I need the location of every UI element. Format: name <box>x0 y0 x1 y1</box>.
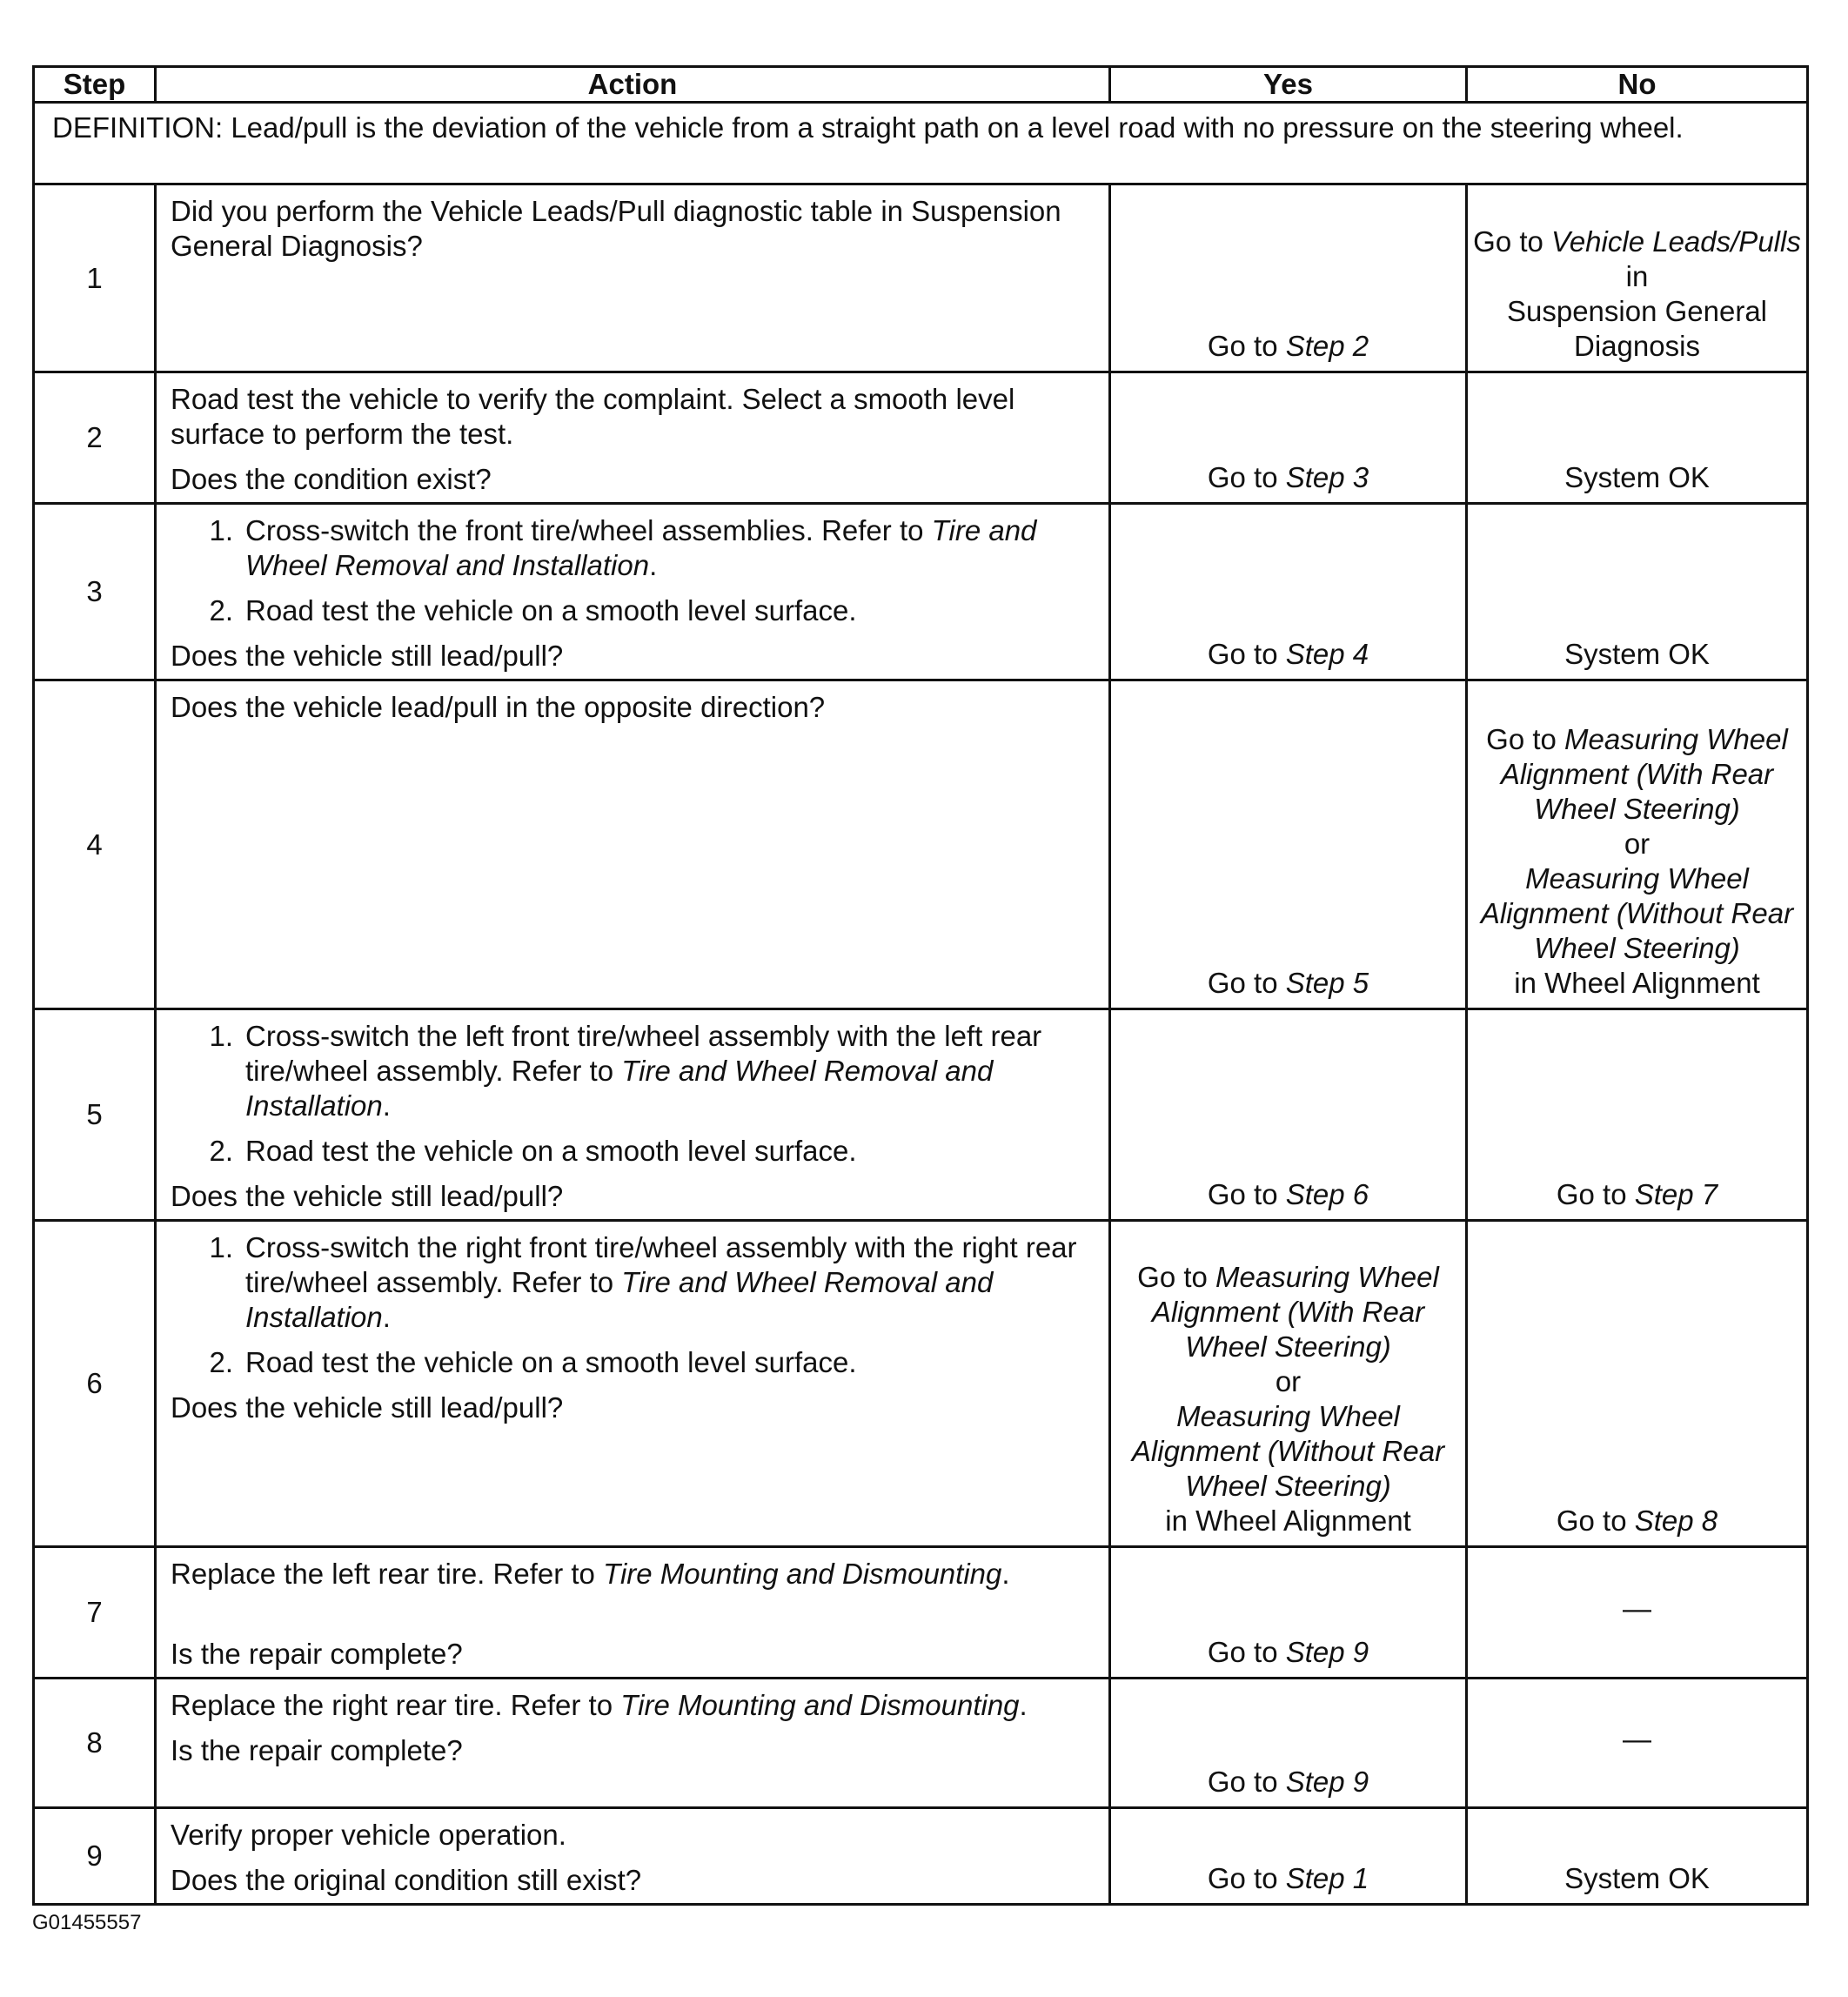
doc-section: in Wheel Alignment <box>1165 1504 1411 1537</box>
step-link[interactable]: Step 1 <box>1285 1862 1369 1894</box>
doc-link[interactable]: Measuring Wheel Alignment (With Rear Wheel Steering) <box>1500 723 1788 825</box>
yes-cell: Go to Measuring Wheel Alignment (With Rear Wheel Steering) or Measuring Wheel Alignment (Without Rear Wheel Steering) in Wheel Alignment <box>1110 1221 1467 1547</box>
step-number: 4 <box>34 680 156 1009</box>
doc-section: Suspension General Diagnosis <box>1506 295 1768 362</box>
step-link[interactable]: Step 8 <box>1634 1504 1718 1537</box>
step-number: 3 <box>34 504 156 680</box>
table-row <box>34 680 1808 1009</box>
action-cell <box>156 1009 1110 1221</box>
action-cell <box>156 1547 1110 1679</box>
action-question: Does the vehicle still lead/pull? <box>171 1180 564 1212</box>
header-step: Step <box>34 67 156 103</box>
doc-link[interactable]: Tire and Wheel Removal and Installation <box>245 1266 994 1333</box>
diagnostic-table <box>32 65 1809 1906</box>
doc-link[interactable]: Tire and Wheel Removal and Installation <box>245 1055 994 1122</box>
doc-link[interactable]: Tire Mounting and Dismounting <box>620 1689 1020 1721</box>
no-cell: System OK <box>1467 504 1808 680</box>
header-no: No <box>1467 67 1808 103</box>
list-item: 1. Cross-switch the left front tire/wheel assembly with the left rear tire/wheel assembly. Refer to Tire and Wheel Removal and Installation. <box>209 1020 1042 1122</box>
action-question: Does the vehicle still lead/pull? <box>171 640 564 672</box>
definition-text: DEFINITION: Lead/pull is the deviation of the vehicle from a straight path on a level road with no pressure on the steering wheel. <box>34 103 1808 184</box>
action-question: Did you perform the Vehicle Leads/Pull diagnostic table in Suspension General Diagnosis? <box>171 195 1061 262</box>
step-number: 5 <box>34 1009 156 1221</box>
action-cell <box>156 1221 1110 1547</box>
list-item: 1. Cross-switch the right front tire/wheel assembly with the right rear tire/wheel assembly. Refer to Tire and Wheel Removal and Installation. <box>209 1231 1077 1333</box>
action-text: Replace the right rear tire. Refer to Tire Mounting and Dismounting. <box>171 1689 1028 1721</box>
no-cell <box>1467 1547 1808 1679</box>
step-link[interactable]: Step 6 <box>1285 1178 1369 1210</box>
yes-cell: Go to Step 3 <box>1110 372 1467 504</box>
figure-id: G01455557 <box>32 1911 142 1934</box>
action-question: Does the vehicle lead/pull in the opposite direction? <box>171 691 826 723</box>
doc-link[interactable]: Measuring Wheel Alignment (Without Rear Wheel Steering) <box>1480 862 1794 964</box>
header-yes: Yes <box>1110 67 1467 103</box>
no-cell: System OK <box>1467 1808 1808 1905</box>
yes-cell: Go to Step 1 <box>1110 1808 1467 1905</box>
step-number: 6 <box>34 1221 156 1547</box>
action-question: Does the original condition still exist? <box>171 1864 642 1896</box>
doc-link[interactable]: Measuring Wheel Alignment (Without Rear Wheel Steering) <box>1131 1400 1445 1502</box>
doc-section: in Wheel Alignment <box>1514 967 1760 999</box>
step-link[interactable]: Step 7 <box>1634 1178 1718 1210</box>
step-number: 1 <box>34 184 156 372</box>
definition-row <box>34 103 1808 184</box>
table-row <box>34 1221 1808 1547</box>
yes-cell: Go to Step 9 <box>1110 1547 1467 1679</box>
doc-link[interactable]: Vehicle Leads/Pulls <box>1551 225 1801 258</box>
action-cell <box>156 680 1110 1009</box>
step-link[interactable]: Step 5 <box>1285 967 1369 999</box>
header-action: Action <box>156 67 1110 103</box>
dash: — <box>1623 1723 1651 1755</box>
no-cell: Go to Measuring Wheel Alignment (With Rear Wheel Steering) or Measuring Wheel Alignment (Without Rear Wheel Steering) in Wheel Alignment <box>1467 680 1808 1009</box>
step-number: 9 <box>34 1808 156 1905</box>
action-text: Replace the left rear tire. Refer to Tire Mounting and Dismounting. <box>171 1558 1010 1590</box>
yes-cell: Go to Step 4 <box>1110 504 1467 680</box>
step-number: 7 <box>34 1547 156 1679</box>
header-row <box>34 67 1808 103</box>
step-link[interactable]: Step 2 <box>1285 330 1369 362</box>
step-link[interactable]: Step 3 <box>1285 461 1369 493</box>
table-row <box>34 1808 1808 1905</box>
doc-link[interactable]: Tire Mounting and Dismounting <box>603 1558 1002 1590</box>
list-item: 2. Road test the vehicle on a smooth level surface. <box>209 594 857 627</box>
no-cell <box>1467 1679 1808 1808</box>
list-item: 2. Road test the vehicle on a smooth level surface. <box>209 1135 857 1167</box>
yes-cell: Go to Step 9 <box>1110 1679 1467 1808</box>
step-link[interactable]: Step 4 <box>1285 638 1369 670</box>
step-number: 8 <box>34 1679 156 1808</box>
dash: — <box>1623 1592 1651 1625</box>
doc-link[interactable]: Tire and Wheel Removal and Installation <box>245 514 1037 581</box>
list-item: 2. Road test the vehicle on a smooth level surface. <box>209 1346 857 1378</box>
action-cell <box>156 1808 1110 1905</box>
yes-cell: Go to Step 6 <box>1110 1009 1467 1221</box>
yes-cell: Go to Step 5 <box>1110 680 1467 1009</box>
table-row <box>34 1679 1808 1808</box>
list-item: 1. Cross-switch the front tire/wheel assemblies. Refer to Tire and Wheel Removal and Installation. <box>209 514 1037 581</box>
action-text: Road test the vehicle to verify the complaint. Select a smooth level surface to perform the test. <box>171 383 1015 450</box>
no-cell: System OK <box>1467 372 1808 504</box>
action-question: Is the repair complete? <box>171 1638 463 1670</box>
action-question: Does the condition exist? <box>171 463 492 495</box>
action-question: Is the repair complete? <box>171 1734 463 1766</box>
action-question: Does the vehicle still lead/pull? <box>171 1391 564 1424</box>
step-number: 2 <box>34 372 156 504</box>
table-row <box>34 1009 1808 1221</box>
action-cell <box>156 1679 1110 1808</box>
no-cell: Go to Step 7 <box>1467 1009 1808 1221</box>
action-cell <box>156 504 1110 680</box>
table-row <box>34 1547 1808 1679</box>
table-row <box>34 504 1808 680</box>
doc-link[interactable]: Measuring Wheel Alignment (With Rear Wheel Steering) <box>1151 1261 1439 1363</box>
no-cell: Go to Step 8 <box>1467 1221 1808 1547</box>
action-cell <box>156 372 1110 504</box>
no-cell: Go to Vehicle Leads/Pulls in Suspension General Diagnosis <box>1467 184 1808 372</box>
step-link[interactable]: Step 9 <box>1285 1636 1369 1668</box>
action-text: Verify proper vehicle operation. <box>171 1819 566 1851</box>
table-row <box>34 372 1808 504</box>
table-row <box>34 184 1808 372</box>
step-link[interactable]: Step 9 <box>1285 1766 1369 1798</box>
action-cell <box>156 184 1110 372</box>
yes-cell: Go to Step 2 <box>1110 184 1467 372</box>
